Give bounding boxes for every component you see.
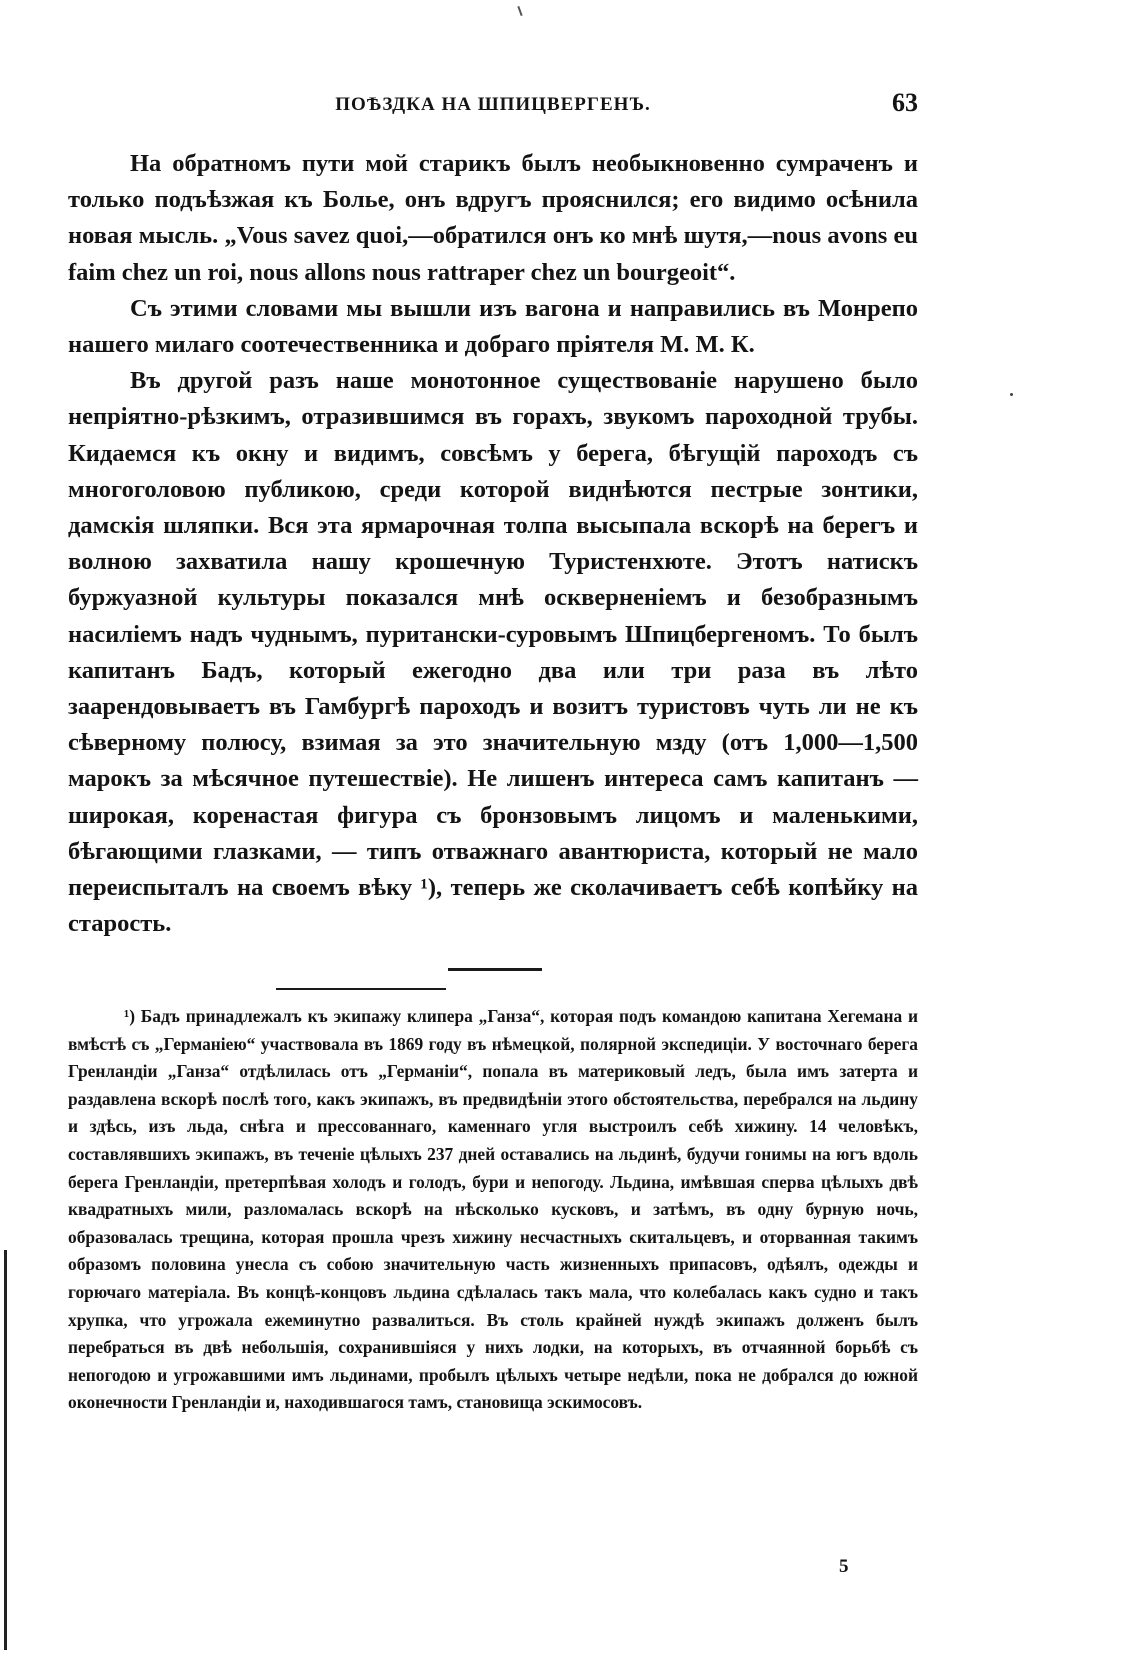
page-number: 63	[892, 88, 918, 117]
paragraph: Въ другой разъ наше монотонное существованіе нарушено было непріятно-рѣзкимъ, отразившимся въ горахъ, звукомъ пароходной трубы. Кидаемся къ окну и видимъ, совсѣмъ у берега, бѣгущій пароходъ съ многоголовою публикою, среди которой виднѣются пестрые зонтики, дамскія шляпки. Вся эта ярмарочная толпа высыпала вскорѣ на берегъ и волною захватила нашу крошечную Туристенхюте. Этотъ натискъ буржуазной культуры показался мнѣ оскверненіемъ и безобразнымъ насиліемъ надъ чуднымъ, пуритански-суровымъ Шпицбергеномъ. То былъ капитанъ Бадъ, который ежегодно два или три раза въ лѣто заарендовываетъ въ Гамбургѣ пароходъ и возитъ туристовъ чуть ли не къ сѣверному полюсу, взимая за это значительную мзду (отъ 1,000—1,500 марокъ за мѣсячное путешествіе). Не лишенъ интереса самъ капитанъ — широкая, коренастая фигура съ бронзовымъ лицомъ и маленькими, бѣгающими глазками, — типъ отважнаго авантюриста, который не мало переиспыталъ на своемъ вѣку ¹), теперь же сколачиваетъ себѣ копѣйку на старость.	[68, 367, 918, 938]
footnote	[68, 1003, 918, 1417]
signature-mark: 5	[839, 1556, 849, 1577]
scan-speck	[1010, 393, 1013, 396]
main-text	[68, 146, 918, 942]
section-divider	[448, 968, 542, 971]
scan-mark	[517, 6, 522, 16]
page-header	[68, 88, 918, 128]
footnote-divider	[276, 988, 446, 990]
paragraph: Съ этими словами мы вышли изъ вагона и направились въ Монрепо нашего милаго соотечественника и добраго пріятеля М. М. К.	[68, 294, 918, 359]
binding-edge	[4, 1250, 7, 1650]
footnote-text: ¹) Бадъ принадлежалъ къ экипажу клипера „Ганза“, которая подъ командою капитана Хегемана и вмѣстѣ съ „Германіею“ участвовала въ 1869 году въ нѣмецкой, полярной экспедиціи. У восточнаго берега Гренландіи „Ганза“ отдѣлилась отъ „Германіи“, попала въ материковый ледъ, была имъ затерта и раздавлена вскорѣ послѣ того, какъ экипажъ, въ предвидѣніи этого обстоятельства, перебрался на льдину и здѣсь, изъ льда, снѣга и прессованнаго, каменнаго угля выстроилъ себѣ хижину. 14 человѣкъ, составлявшихъ экипажъ, въ теченіе цѣлыхъ 237 дней оставались на льдинѣ, будучи гонимы на югъ вдоль берега Гренландіи, претерпѣвая холодъ и голодъ, бури и непогоду. Льдина, имѣвшая сперва цѣлыхъ двѣ квадратныхъ мили, разломалась вскорѣ на нѣсколько кусковъ, и затѣмъ, въ одну бурную ночь, образовалась трещина, которая прошла чрезъ хижину несчастныхъ скитальцевъ, и оторванная такимъ образомъ половина унесла съ собою значительную часть жизненныхъ припасовъ, одѣялъ, одежды и горючаго матеріала. Въ концѣ-концовъ льдина сдѣлалась такъ мала, что колебалась какъ судно и такъ хрупка, что угрожала ежеминутно развалиться. Въ столь крайней нуждѣ экипажъ долженъ былъ перебраться въ двѣ небольшія, сохранившіяся у нихъ лодки, на которыхъ, въ отчаянной борьбѣ съ непогодою и угрожавшими имъ льдинами, пробылъ цѣлыхъ четыре недѣли, пока не добрался до южной оконечности Гренландіи и, находившагося тамъ, становища эскимосовъ.	[68, 1006, 918, 1413]
paragraph: На обратномъ пути мой старикъ былъ необыкновенно сумраченъ и только подъѣзжая къ Болье, онъ вдругъ прояснился; его видимо осѣнила новая мысль. „Vous savez quoi,—обратился онъ ко мнѣ шутя,—nous avons eu faim chez un roi, nous allons nous rattraper chez un bourgeoit“.	[68, 150, 918, 286]
running-title: ПОѢЗДКА НА ШПИЦВЕРГЕНЪ.	[335, 94, 651, 115]
